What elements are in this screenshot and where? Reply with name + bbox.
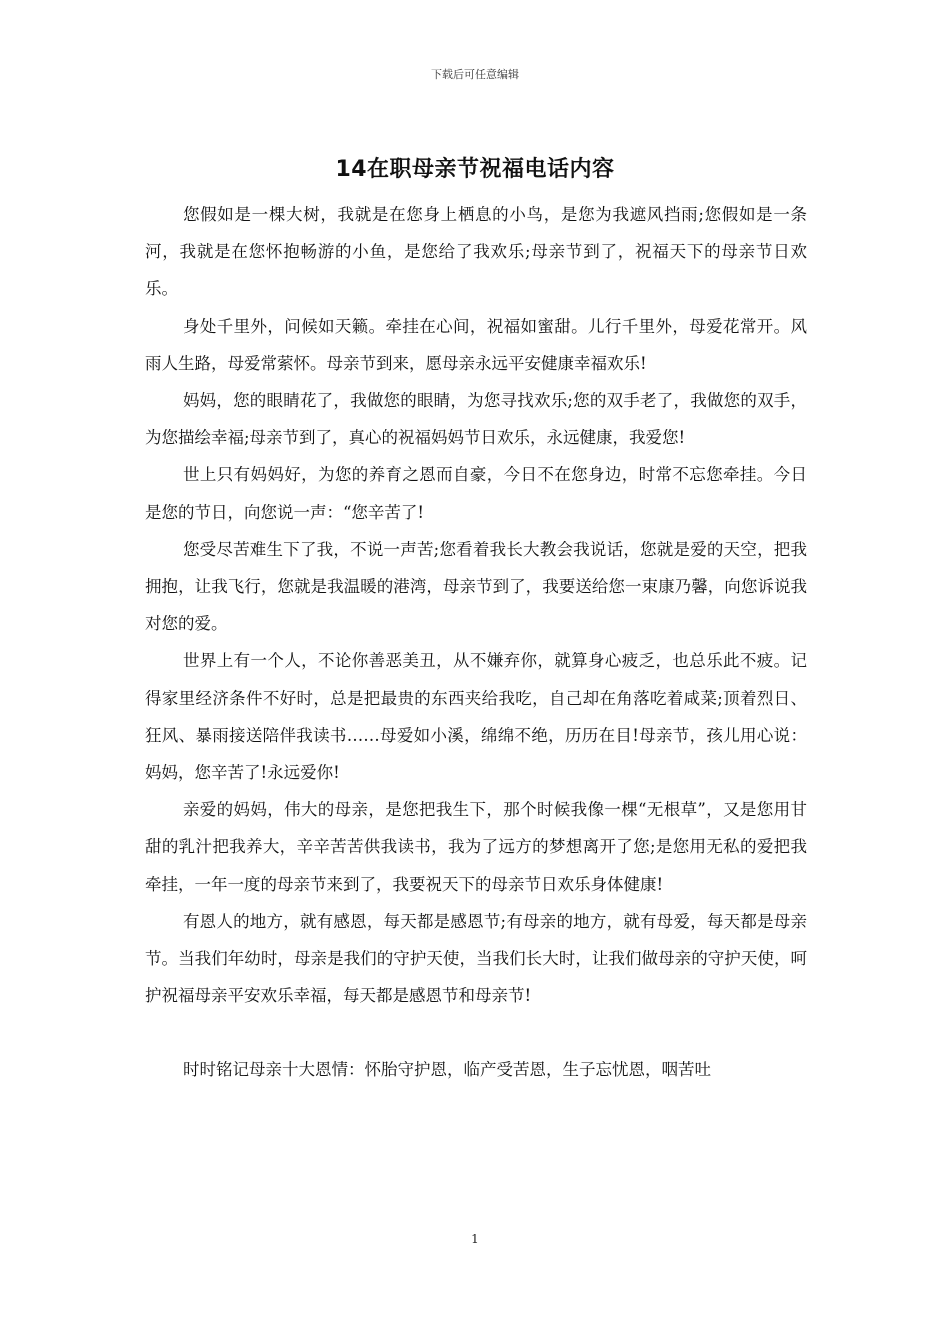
document-body bbox=[145, 196, 807, 1089]
paragraph-8: 有恩人的地方，就有感恩，每天都是感恩节;有母亲的地方，就有母爱，每天都是母亲节。当我们年幼时，母亲是我们的守护天使，当我们长大时，让我们做母亲的守护天使，呵护祝福母亲平安欢乐幸福，每天都是感恩节和母亲节! bbox=[145, 911, 807, 1006]
document-title: 14在职母亲节祝福电话内容 bbox=[335, 157, 615, 182]
paragraph-5: 您受尽苦难生下了我，不说一声苦;您看着我长大教会我说话，您就是爱的天空，把我拥抱，让我飞行，您就是我温暖的港湾，母亲节到了，我要送给您一束康乃馨，向您诉说我对您的爱。 bbox=[145, 539, 807, 634]
paragraph-2: 身处千里外，问候如天籁。牵挂在心间，祝福如蜜甜。儿行千里外，母爱花常开。风雨人生路，母爱常萦怀。母亲节到来，愿母亲永远平安健康幸福欢乐! bbox=[145, 316, 807, 373]
paragraph-7: 亲爱的妈妈，伟大的母亲，是您把我生下，那个时候我像一棵“无根草”，又是您用甘甜的乳汁把我养大，辛辛苦苦供我读书，我为了远方的梦想离开了您;是您用无私的爱把我牵挂，一年一度的母亲节来到了，我要祝天下的母亲节日欢乐身体健康! bbox=[145, 800, 807, 894]
paragraph-9: 时时铭记母亲十大恩情：怀胎守护恩，临产受苦恩，生子忘忧恩，咽苦吐 bbox=[182, 1060, 711, 1080]
paragraph-1: 您假如是一棵大树，我就是在您身上栖息的小鸟，是您为我遮风挡雨;您假如是一条河，我就是在您怀抱畅游的小鱼，是您给了我欢乐;母亲节到了，祝福天下的母亲节日欢乐。 bbox=[145, 205, 807, 299]
page-number: 1 bbox=[471, 1232, 479, 1246]
paragraph-3: 妈妈，您的眼睛花了，我做您的眼睛，为您寻找欢乐;您的双手老了，我做您的双手，为您描绘幸福;母亲节到了，真心的祝福妈妈节日欢乐，永远健康，我爱您! bbox=[145, 391, 807, 448]
paragraph-4: 世上只有妈妈好，为您的养育之恩而自豪，今日不在您身边，时常不忘您牵挂。今日是您的节日，向您说一声：“您辛苦了! bbox=[145, 465, 807, 522]
paragraph-6: 世界上有一个人，不论你善恶美丑，从不嫌弃你，就算身心疲乏，也总乐此不疲。记得家里经济条件不好时，总是把最贵的东西夹给我吃，自己却在角落吃着咸菜;顶着烈日、狂风、暴雨接送陪伴我读书……母爱如小溪，绵绵不绝，历历在目!母亲节，孩儿用心说：妈妈，您辛苦了!永远爱你! bbox=[145, 651, 807, 783]
header-note: 下载后可任意编辑 bbox=[431, 68, 519, 81]
